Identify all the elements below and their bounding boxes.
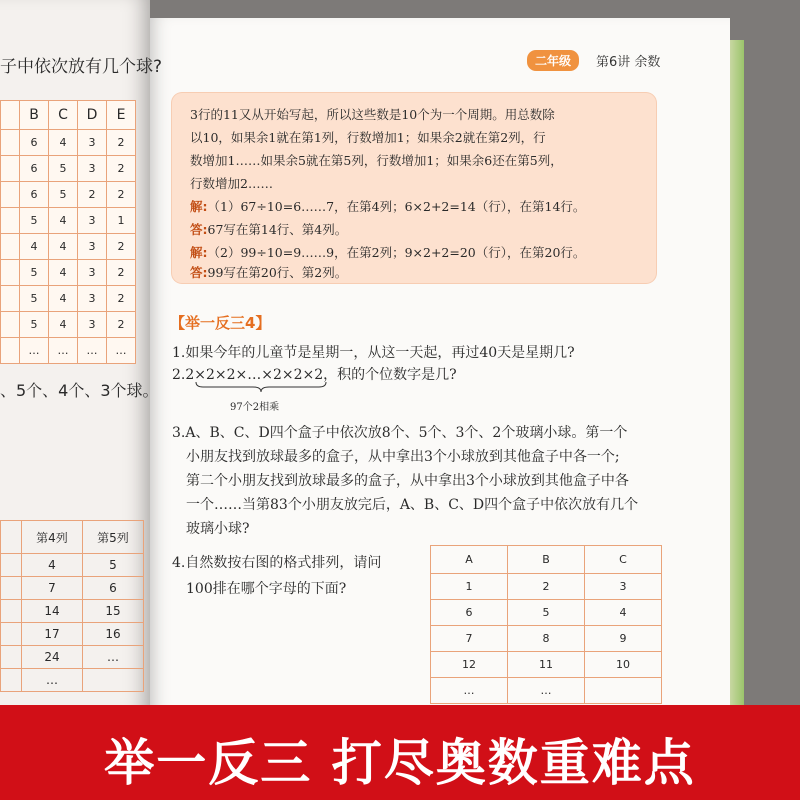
table-cell <box>1 646 22 669</box>
table-cell: 4 <box>49 234 78 260</box>
solution-line: 以10，如果余1就在第1列，行数增加1；如果余2就在第2列，行 <box>190 130 546 145</box>
table-cell: … <box>78 338 107 364</box>
table-cell: 2 <box>508 574 585 600</box>
left-bottom-table <box>0 520 144 692</box>
table-cell: 2 <box>107 130 136 156</box>
table-cell: 2 <box>107 312 136 338</box>
table-cell: 12 <box>431 652 508 678</box>
table-header-cell: 第5列 <box>83 521 144 554</box>
problem-3-line: 玻璃小球? <box>186 521 250 537</box>
table-header-cell: C <box>585 546 662 574</box>
left-question-fragment: 子中依次放有几个球? <box>0 57 163 77</box>
answer-label: 解: <box>190 245 208 260</box>
table-cell: 4 <box>49 260 78 286</box>
answer-label: 答: <box>190 265 208 280</box>
table-row <box>1 554 144 577</box>
table-header-cell: 第4列 <box>22 521 83 554</box>
table-cell: 4 <box>49 286 78 312</box>
table-row <box>1 646 144 669</box>
table-cell <box>1 130 20 156</box>
table-cell: 6 <box>20 182 49 208</box>
table-cell: 3 <box>78 260 107 286</box>
table-cell <box>1 260 20 286</box>
table-cell: 2 <box>107 286 136 312</box>
table-cell: 5 <box>20 208 49 234</box>
table-cell: 2 <box>78 182 107 208</box>
table-cell <box>1 338 20 364</box>
table-header-cell: D <box>78 101 107 130</box>
table-cell <box>1 600 22 623</box>
table-cell <box>585 678 662 704</box>
table-cell: 10 <box>585 652 662 678</box>
brace-note: 97个2相乘 <box>230 402 280 413</box>
table-cell: 3 <box>585 574 662 600</box>
table-cell: 1 <box>107 208 136 234</box>
table-cell: 3 <box>78 312 107 338</box>
table-row <box>1 577 144 600</box>
table-header-cell: E <box>107 101 136 130</box>
table-cell: 24 <box>22 646 83 669</box>
table-header-cell: B <box>20 101 49 130</box>
table-header-cell <box>1 521 22 554</box>
solution-line: 3行的11又从开始写起，所以这些数是10个为一个周期。用总数除 <box>190 107 555 122</box>
table-cell: … <box>20 338 49 364</box>
table-cell: … <box>107 338 136 364</box>
table-cell: 6 <box>20 156 49 182</box>
table-cell: 2 <box>107 156 136 182</box>
table-row <box>1 260 136 286</box>
table-cell: 7 <box>431 626 508 652</box>
table-cell: 5 <box>20 312 49 338</box>
table-cell: 6 <box>20 130 49 156</box>
answer-line <box>190 243 585 261</box>
table-cell: … <box>49 338 78 364</box>
table-header-cell: A <box>431 546 508 574</box>
table-cell: … <box>22 669 83 692</box>
table-cell: 1 <box>431 574 508 600</box>
table-header-row <box>431 546 662 574</box>
table-cell: 5 <box>83 554 144 577</box>
table-cell: 2 <box>107 182 136 208</box>
table-cell <box>1 669 22 692</box>
problem-4-line: 4.自然数按右图的格式排列，请问 <box>172 555 382 571</box>
answer-text: 99写在第20行、第2列。 <box>207 265 348 280</box>
table-row <box>431 574 662 600</box>
table-cell <box>1 312 20 338</box>
lesson-title: 第6讲 余数 <box>596 55 661 70</box>
table-row <box>431 678 662 704</box>
table-cell: 3 <box>78 286 107 312</box>
banner-text: 举一反三 打尽奥数重难点 <box>104 734 696 792</box>
problem-4-line: 100排在哪个字母的下面? <box>186 581 347 597</box>
table-cell: 5 <box>49 182 78 208</box>
table-cell: 3 <box>78 156 107 182</box>
table-cell: 3 <box>78 234 107 260</box>
solution-line: 行数增加2…… <box>190 176 273 191</box>
table-cell: 4 <box>22 554 83 577</box>
table-cell: … <box>431 678 508 704</box>
table-row <box>431 600 662 626</box>
table-cell <box>1 623 22 646</box>
answer-text: （1）67÷10=6……7，在第4列；6×2+2=14（行），在第14行。 <box>207 199 586 214</box>
answer-label: 解: <box>190 199 208 214</box>
table-cell: 11 <box>508 652 585 678</box>
problem-3-line: 3.A、B、C、D四个盒子中依次放8个、5个、3个、2个玻璃小球。第一个 <box>172 425 628 441</box>
table-cell: 5 <box>20 260 49 286</box>
table-cell: 3 <box>78 130 107 156</box>
table-cell <box>1 156 20 182</box>
solution-line: 数增加1……如果余5就在第5列，行数增加1；如果余6还在第5列， <box>190 153 563 168</box>
table-cell: 7 <box>22 577 83 600</box>
table-cell <box>1 208 20 234</box>
under-brace-icon <box>195 381 327 393</box>
table-cell: 4 <box>49 208 78 234</box>
table-cell: 9 <box>585 626 662 652</box>
table-row <box>1 623 144 646</box>
table-row <box>1 338 136 364</box>
answer-text: 67写在第14行、第4列。 <box>207 222 348 237</box>
table-cell: … <box>83 646 144 669</box>
table-cell: 4 <box>49 312 78 338</box>
table-row <box>431 626 662 652</box>
table-cell: 5 <box>508 600 585 626</box>
table-cell <box>1 577 22 600</box>
book-edge <box>730 40 744 710</box>
problem-3-line: 小朋友找到放球最多的盒子，从中拿出3个小球放到其他盒子中各一个; <box>186 449 620 465</box>
table-cell <box>83 669 144 692</box>
problem-1: 1.如果今年的儿童节是星期一，从这一天起，再过40天是星期几? <box>172 345 575 361</box>
table-row <box>1 669 144 692</box>
table-row <box>1 312 136 338</box>
table-row <box>1 600 144 623</box>
answer-line <box>190 263 347 281</box>
problem-2: 2.2×2×2×…×2×2×2，积的个位数字是几? <box>172 367 457 383</box>
table-header-row <box>1 101 136 130</box>
table-cell: 5 <box>20 286 49 312</box>
left-balls-fragment: 、5个、4个、3个球。 <box>0 381 159 400</box>
grade-badge: 二年级 <box>527 50 579 71</box>
table-cell <box>1 286 20 312</box>
table-cell: 4 <box>20 234 49 260</box>
table-header-cell: B <box>508 546 585 574</box>
answer-line <box>190 197 585 215</box>
table-cell: 4 <box>585 600 662 626</box>
answer-label: 答: <box>190 222 208 237</box>
table-cell <box>1 182 20 208</box>
solution-box <box>172 93 656 283</box>
table-cell: 2 <box>107 260 136 286</box>
table-cell: 6 <box>431 600 508 626</box>
table-cell: 2 <box>107 234 136 260</box>
table-cell: 16 <box>83 623 144 646</box>
table-row <box>431 652 662 678</box>
table-cell: 3 <box>78 208 107 234</box>
table-header-cell: C <box>49 101 78 130</box>
problem-3-line: 第二个小朋友找到放球最多的盒子，从中拿出3个小球放到其他盒子中各 <box>186 473 629 489</box>
table-cell: … <box>508 678 585 704</box>
table-cell: 17 <box>22 623 83 646</box>
table-header-row <box>1 521 144 554</box>
table-cell: 14 <box>22 600 83 623</box>
promo-banner <box>0 705 800 800</box>
table-cell <box>1 554 22 577</box>
table-row <box>1 286 136 312</box>
section-title: 【举一反三4】 <box>170 314 271 332</box>
table-cell: 5 <box>49 156 78 182</box>
table-row <box>1 182 136 208</box>
table-cell: 15 <box>83 600 144 623</box>
table-row <box>1 234 136 260</box>
table-cell: 8 <box>508 626 585 652</box>
answer-line <box>190 220 347 238</box>
table-cell: 6 <box>83 577 144 600</box>
table-row <box>1 156 136 182</box>
table-cell: 4 <box>49 130 78 156</box>
table-header-cell <box>1 101 20 130</box>
problem-3-line: 一个……当第83个小朋友放完后，A、B、C、D四个盒子中依次放有几个 <box>186 497 639 513</box>
answer-text: （2）99÷10=9……9，在第2列；9×2+2=20（行），在第20行。 <box>207 245 586 260</box>
table-cell <box>1 234 20 260</box>
table-row <box>1 130 136 156</box>
left-top-table <box>0 100 136 364</box>
number-arrangement-table <box>430 545 662 704</box>
table-row <box>1 208 136 234</box>
